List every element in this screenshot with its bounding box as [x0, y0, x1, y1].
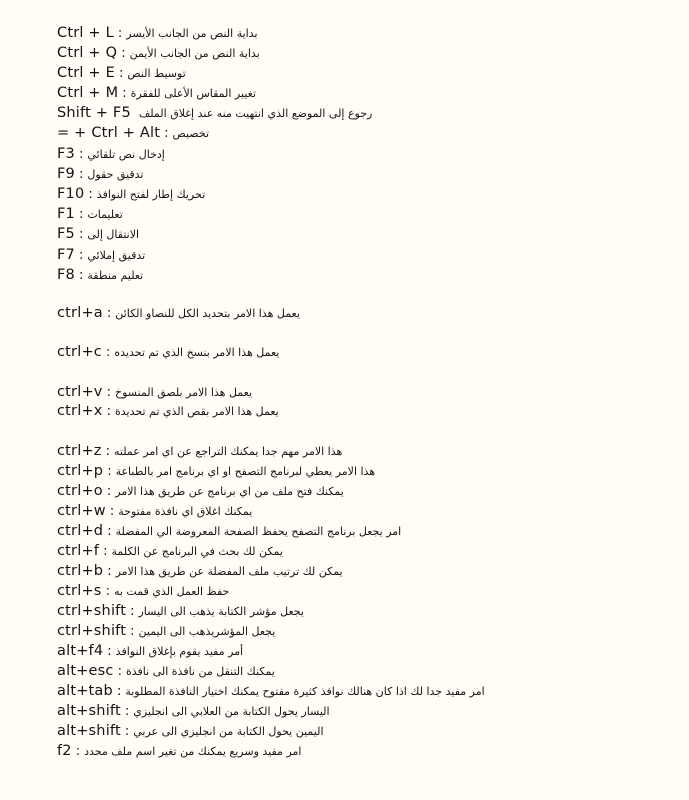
shortcut-keys: ctrl+c [57, 344, 102, 360]
shortcut-line [57, 540, 283, 560]
shortcut-separator: : [103, 544, 108, 559]
shortcut-keys: ctrl+w [57, 503, 106, 519]
shortcut-line [57, 520, 401, 540]
shortcut-description: تحريك إطار لفتح النوافذ [96, 188, 206, 201]
shortcut-separator: : [105, 444, 110, 459]
shortcut-separator: : [105, 345, 111, 360]
shortcut-line [57, 620, 275, 640]
shortcut-separator: : [122, 86, 127, 101]
shortcut-description: يعمل هذا الامر بنسخ الذي تم تحديده [114, 346, 280, 359]
shortcut-separator: : [88, 187, 93, 202]
shortcut-description: تخصيص [172, 127, 210, 140]
shortcut-description: تعليم منطقة [87, 269, 144, 282]
shortcut-line [57, 580, 229, 600]
shortcut-line [57, 302, 300, 322]
shortcut-line [57, 640, 243, 660]
shortcut-separator: : [106, 306, 112, 321]
shortcut-line [57, 460, 375, 480]
shortcut-keys: = + Ctrl + Alt [57, 125, 161, 141]
shortcut-line [57, 600, 304, 620]
shortcut-description: يمكنك اغلاق اي نافذة مفتوحة [118, 505, 253, 518]
shortcut-keys: ctrl+d [57, 523, 104, 539]
shortcut-line [57, 680, 485, 700]
shortcut-line [57, 740, 301, 760]
shortcut-description: توسيط النص [127, 67, 186, 80]
shortcut-line [57, 700, 330, 720]
shortcut-line [57, 440, 342, 460]
shortcut-keys: Ctrl + M [57, 85, 119, 101]
shortcut-description: يجعل مؤشر الكتابة يذهب الى اليسار [138, 605, 304, 618]
shortcut-separator: : [130, 604, 135, 619]
shortcut-separator: : [106, 404, 111, 419]
shortcut-description: يمكن لك ترتيب ملف المفضلة عن طريق هذا الامر [115, 565, 343, 578]
shortcut-description: امر مفيد جدا لك اذا كان هنالك نوافذ كثيرة مفتوح يمكنك اختيار النافذة المطلوبة [125, 685, 485, 698]
shortcut-line [57, 143, 165, 163]
shortcut-description: يمكن لك بحث في البرنامج عن الكلمة [111, 545, 283, 558]
shortcut-separator: : [107, 524, 112, 539]
shortcut-description: الانتقال إلى [87, 228, 140, 241]
shortcut-separator: : [107, 644, 112, 659]
shortcut-line [57, 183, 205, 203]
shortcut-description: بداية النص من الجانب الأيسر [126, 27, 258, 40]
shortcut-separator: : [109, 504, 115, 519]
shortcut-description: اليسار يحول الكتابة من العلابي الى انجليزي [133, 705, 330, 718]
shortcut-description: امر مفيد وسريع يمكنك من تغير اسم ملف محدد [84, 745, 302, 758]
shortcut-line [57, 264, 143, 284]
shortcut-separator: : [78, 167, 84, 182]
shortcut-description: رجوع إلى الموضع الذي انتهيت منه عند إغلاق الملف [138, 107, 373, 120]
shortcut-separator: : [130, 624, 135, 639]
shortcut-separator: : [105, 584, 110, 599]
shortcut-keys: ctrl+z [57, 443, 102, 459]
shortcut-line [57, 720, 324, 740]
shortcut-keys: ctrl+a [57, 305, 103, 321]
shortcut-keys: ctrl+f [57, 543, 100, 559]
shortcut-line [57, 223, 139, 243]
shortcut-line [57, 560, 343, 580]
shortcut-description: هذا الامر يعطي لبرنامج التصفح او اي برنامج امر بالطباعة [115, 465, 376, 478]
shortcut-keys: F1 [57, 206, 75, 222]
shortcut-description: حفظ العمل الذي قمت به [113, 585, 230, 598]
shortcut-keys: Ctrl + Q [57, 45, 118, 61]
shortcut-keys: alt+shift [57, 703, 121, 719]
shortcut-line [57, 42, 260, 62]
shortcut-description: يجعل المؤشريذهب الى اليمين [138, 625, 276, 638]
shortcut-line [57, 102, 372, 122]
shortcut-keys: Shift + F5 [57, 105, 131, 121]
shortcut-keys: Ctrl + L [57, 25, 114, 41]
shortcut-keys: ctrl+o [57, 483, 103, 499]
shortcut-description: تغيير المقاس الأعلى للفقرة [130, 87, 257, 100]
shortcut-keys: alt+shift [57, 723, 121, 739]
shortcut-keys: F8 [57, 267, 75, 283]
shortcut-line [57, 400, 279, 420]
shortcut-keys: ctrl+p [57, 463, 104, 479]
shortcut-separator: : [117, 664, 122, 679]
shortcut-separator: : [78, 207, 84, 222]
shortcut-line [57, 244, 145, 264]
shortcut-description: يمكنك فتح ملف من اي برنامج عن طريق هذا الامر [115, 485, 344, 498]
shortcut-separator: : [117, 26, 123, 41]
shortcut-separator: : [75, 744, 81, 759]
shortcut-keys: F10 [57, 186, 85, 202]
shortcut-line [57, 660, 275, 680]
shortcut-description: امر يجعل برنامج التصفح يحفظ الصفحة المعروضة الي المفضلة [115, 525, 402, 538]
shortcut-separator: : [106, 385, 111, 400]
shortcut-keys: F5 [57, 226, 75, 242]
shortcut-line [57, 62, 186, 82]
shortcut-separator: : [124, 704, 130, 719]
shortcut-line [57, 203, 123, 223]
shortcut-description: هذا الامر مهم جدا يمكنك التراجع عن اي امر عملته [114, 445, 343, 458]
shortcut-description: اليمين يحول الكتابة من انجليزي الى عربي [133, 725, 324, 738]
shortcut-keys: alt+f4 [57, 643, 104, 659]
shortcut-keys: ctrl+x [57, 403, 103, 419]
shortcut-line [57, 122, 209, 142]
shortcut-separator: : [78, 268, 84, 283]
shortcut-keys: F9 [57, 166, 75, 182]
shortcut-line [57, 163, 143, 183]
shortcut-separator: : [107, 464, 112, 479]
shortcut-separator: : [124, 724, 130, 739]
shortcut-keys: ctrl+s [57, 583, 102, 599]
shortcut-line [57, 22, 258, 42]
shortcut-description: أمر مفيد يقوم بإغلاق النوافذ [115, 645, 244, 658]
shortcut-keys: ctrl+shift [57, 603, 127, 619]
shortcut-line [57, 381, 252, 401]
shortcut-line [57, 82, 256, 102]
shortcut-separator: : [116, 684, 122, 699]
shortcut-separator: : [78, 227, 84, 242]
shortcut-keys: F7 [57, 247, 75, 263]
shortcut-description: تدقيق حقول [87, 168, 144, 181]
shortcut-description: يمكنك التنقل من نافذة الى نافذة [126, 665, 275, 678]
shortcut-description: يعمل هذا الامر بتحديد الكل للنصاو الكائن [115, 307, 300, 320]
shortcut-separator: : [121, 46, 126, 61]
shortcut-description: تعليمات [87, 208, 123, 221]
shortcut-keys: Ctrl + E [57, 65, 115, 81]
shortcut-keys: ctrl+b [57, 563, 104, 579]
shortcut-description: يعمل هذا الامر بقص الذي تم تحديدة [114, 405, 279, 418]
shortcut-line [57, 341, 279, 361]
shortcut-separator: : [164, 126, 169, 141]
shortcut-separator: : [106, 484, 112, 499]
shortcut-line [57, 500, 252, 520]
shortcut-keys: F3 [57, 146, 75, 162]
shortcut-keys: f2 [57, 743, 72, 759]
shortcut-description: يعمل هذا الامر بلصق المنسوخ [114, 386, 253, 399]
shortcut-description: تدقيق إملائي [87, 249, 146, 262]
shortcut-keys: ctrl+shift [57, 623, 127, 639]
shortcut-separator: : [107, 564, 112, 579]
shortcut-line [57, 480, 344, 500]
shortcut-separator: : [78, 147, 84, 162]
shortcut-separator: : [78, 248, 84, 263]
shortcut-description: إدخال نص تلقائي [87, 148, 165, 161]
shortcut-separator: : [118, 66, 124, 81]
shortcut-keys: alt+esc [57, 663, 114, 679]
shortcut-keys: ctrl+v [57, 384, 103, 400]
shortcut-keys: alt+tab [57, 683, 113, 699]
shortcut-description: بداية النص من الجانب الأيمن [129, 47, 260, 60]
